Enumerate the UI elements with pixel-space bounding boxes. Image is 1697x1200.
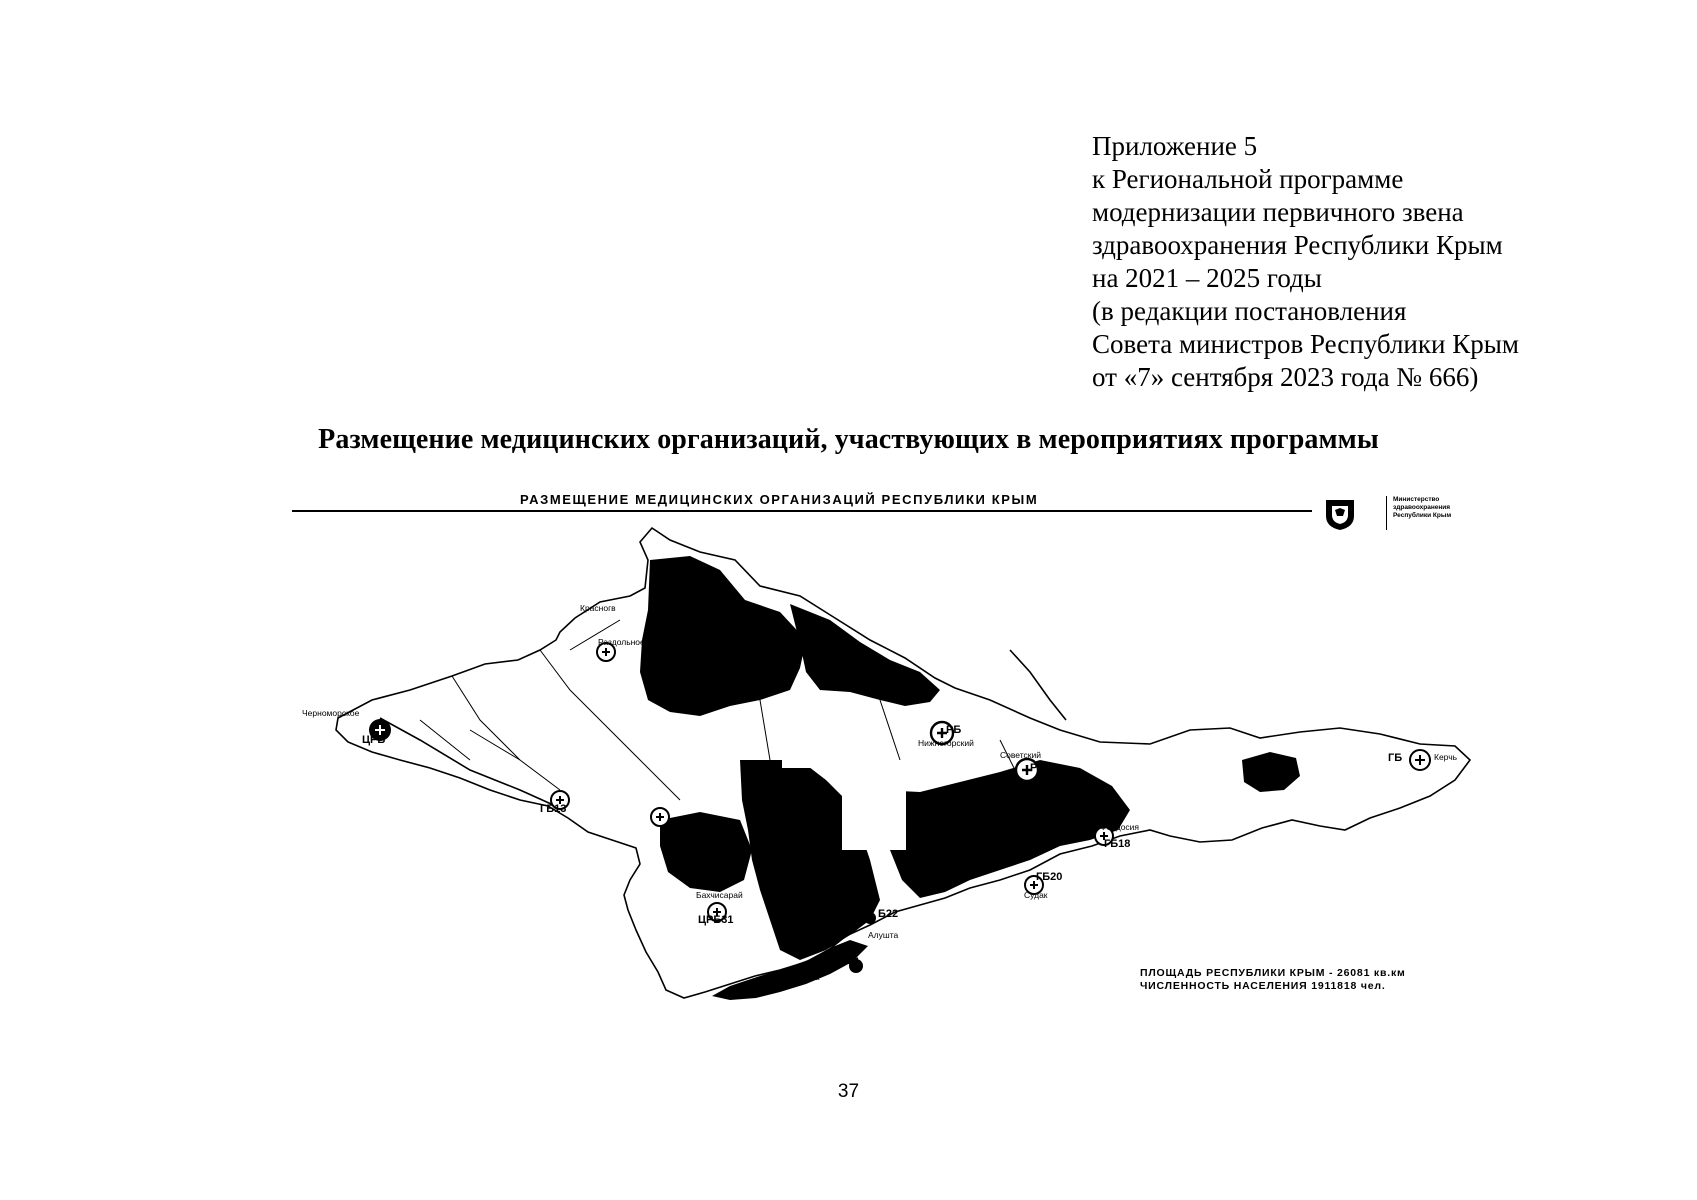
district-region [842, 788, 906, 850]
map-label-gb18: ГБ18 [1104, 838, 1131, 850]
map-label-nizhnegorsky: Нижнегорский [918, 738, 974, 748]
map-label-kerch: Керчь [1434, 752, 1458, 762]
map-label-gb13: ГБ13 [540, 803, 567, 815]
map-label-gb-kerch: ГБ [1388, 752, 1403, 764]
ministry-line: Республики Крым [1393, 512, 1452, 519]
appendix-line: к Региональной программе [1092, 164, 1404, 194]
map-label-alushta: Алушта [868, 930, 899, 940]
appendix-line: Совета министров Республики Крым [1092, 329, 1519, 359]
map-label-razdolnoe: Раздольное [598, 637, 645, 647]
district-region [782, 720, 840, 768]
map-label-crb31: ЦРБ31 [698, 914, 734, 926]
appendix-line: Приложение 5 [1092, 131, 1258, 161]
map-label-gb20: ГБ20 [1036, 871, 1063, 883]
map-label-feodosiya: Феодосия [1100, 822, 1140, 832]
hospital-marker [651, 808, 669, 826]
map-label-bakhchisaray: Бахчисарай [696, 890, 743, 900]
appendix-line: здравоохранения Республики Крым [1092, 230, 1503, 260]
area-stat: ПЛОЩАДЬ РЕСПУБЛИКИ КРЫМ - 26081 кв.км [1140, 967, 1406, 979]
district-region [640, 556, 806, 716]
map-label-crb-west: ЦРБ [362, 734, 386, 746]
map-label-chernomorskoe: Черноморское [302, 708, 360, 718]
hospital-marker [864, 912, 876, 924]
appendix-line: (в редакции постановления [1092, 296, 1407, 326]
map-label-rb-sovetsky: РБ [1030, 762, 1046, 774]
document-title: Размещение медицинских организаций, участвующих в мероприятиях программы [318, 424, 1379, 455]
page-number: 37 [837, 1081, 860, 1102]
map-label-rb-nizhnegorsk: РБ [946, 724, 962, 736]
map-label-sovetsky: Советский [1000, 750, 1041, 760]
map-label-krasnogvardeyskoe: Красногв [580, 603, 616, 613]
ministry-line: Министерство [1393, 496, 1440, 503]
appendix-line: от «7» сентября 2023 года № 666) [1092, 362, 1479, 392]
population-stat: ЧИСЛЕННОСТЬ НАСЕЛЕНИЯ 1911818 чел. [1140, 980, 1386, 992]
crimea-outline [336, 528, 1470, 998]
map-stats [1140, 967, 1406, 993]
map-label-yalta: Ялта [800, 972, 820, 982]
appendix-line: на 2021 – 2025 годы [1092, 263, 1322, 293]
map-label-b31: Б31 [840, 956, 861, 968]
hospital-marker [1410, 750, 1430, 770]
ministry-line: здравоохранения [1393, 504, 1451, 511]
map-header: РАЗМЕЩЕНИЕ МЕДИЦИНСКИХ ОРГАНИЗАЦИЙ РЕСПУБЛИКИ КРЫМ [520, 492, 1039, 507]
map-label-sudak: Судак [1024, 890, 1048, 900]
appendix-line: модернизации первичного звена [1092, 197, 1464, 227]
map-label-b22: Б22 [878, 908, 899, 920]
